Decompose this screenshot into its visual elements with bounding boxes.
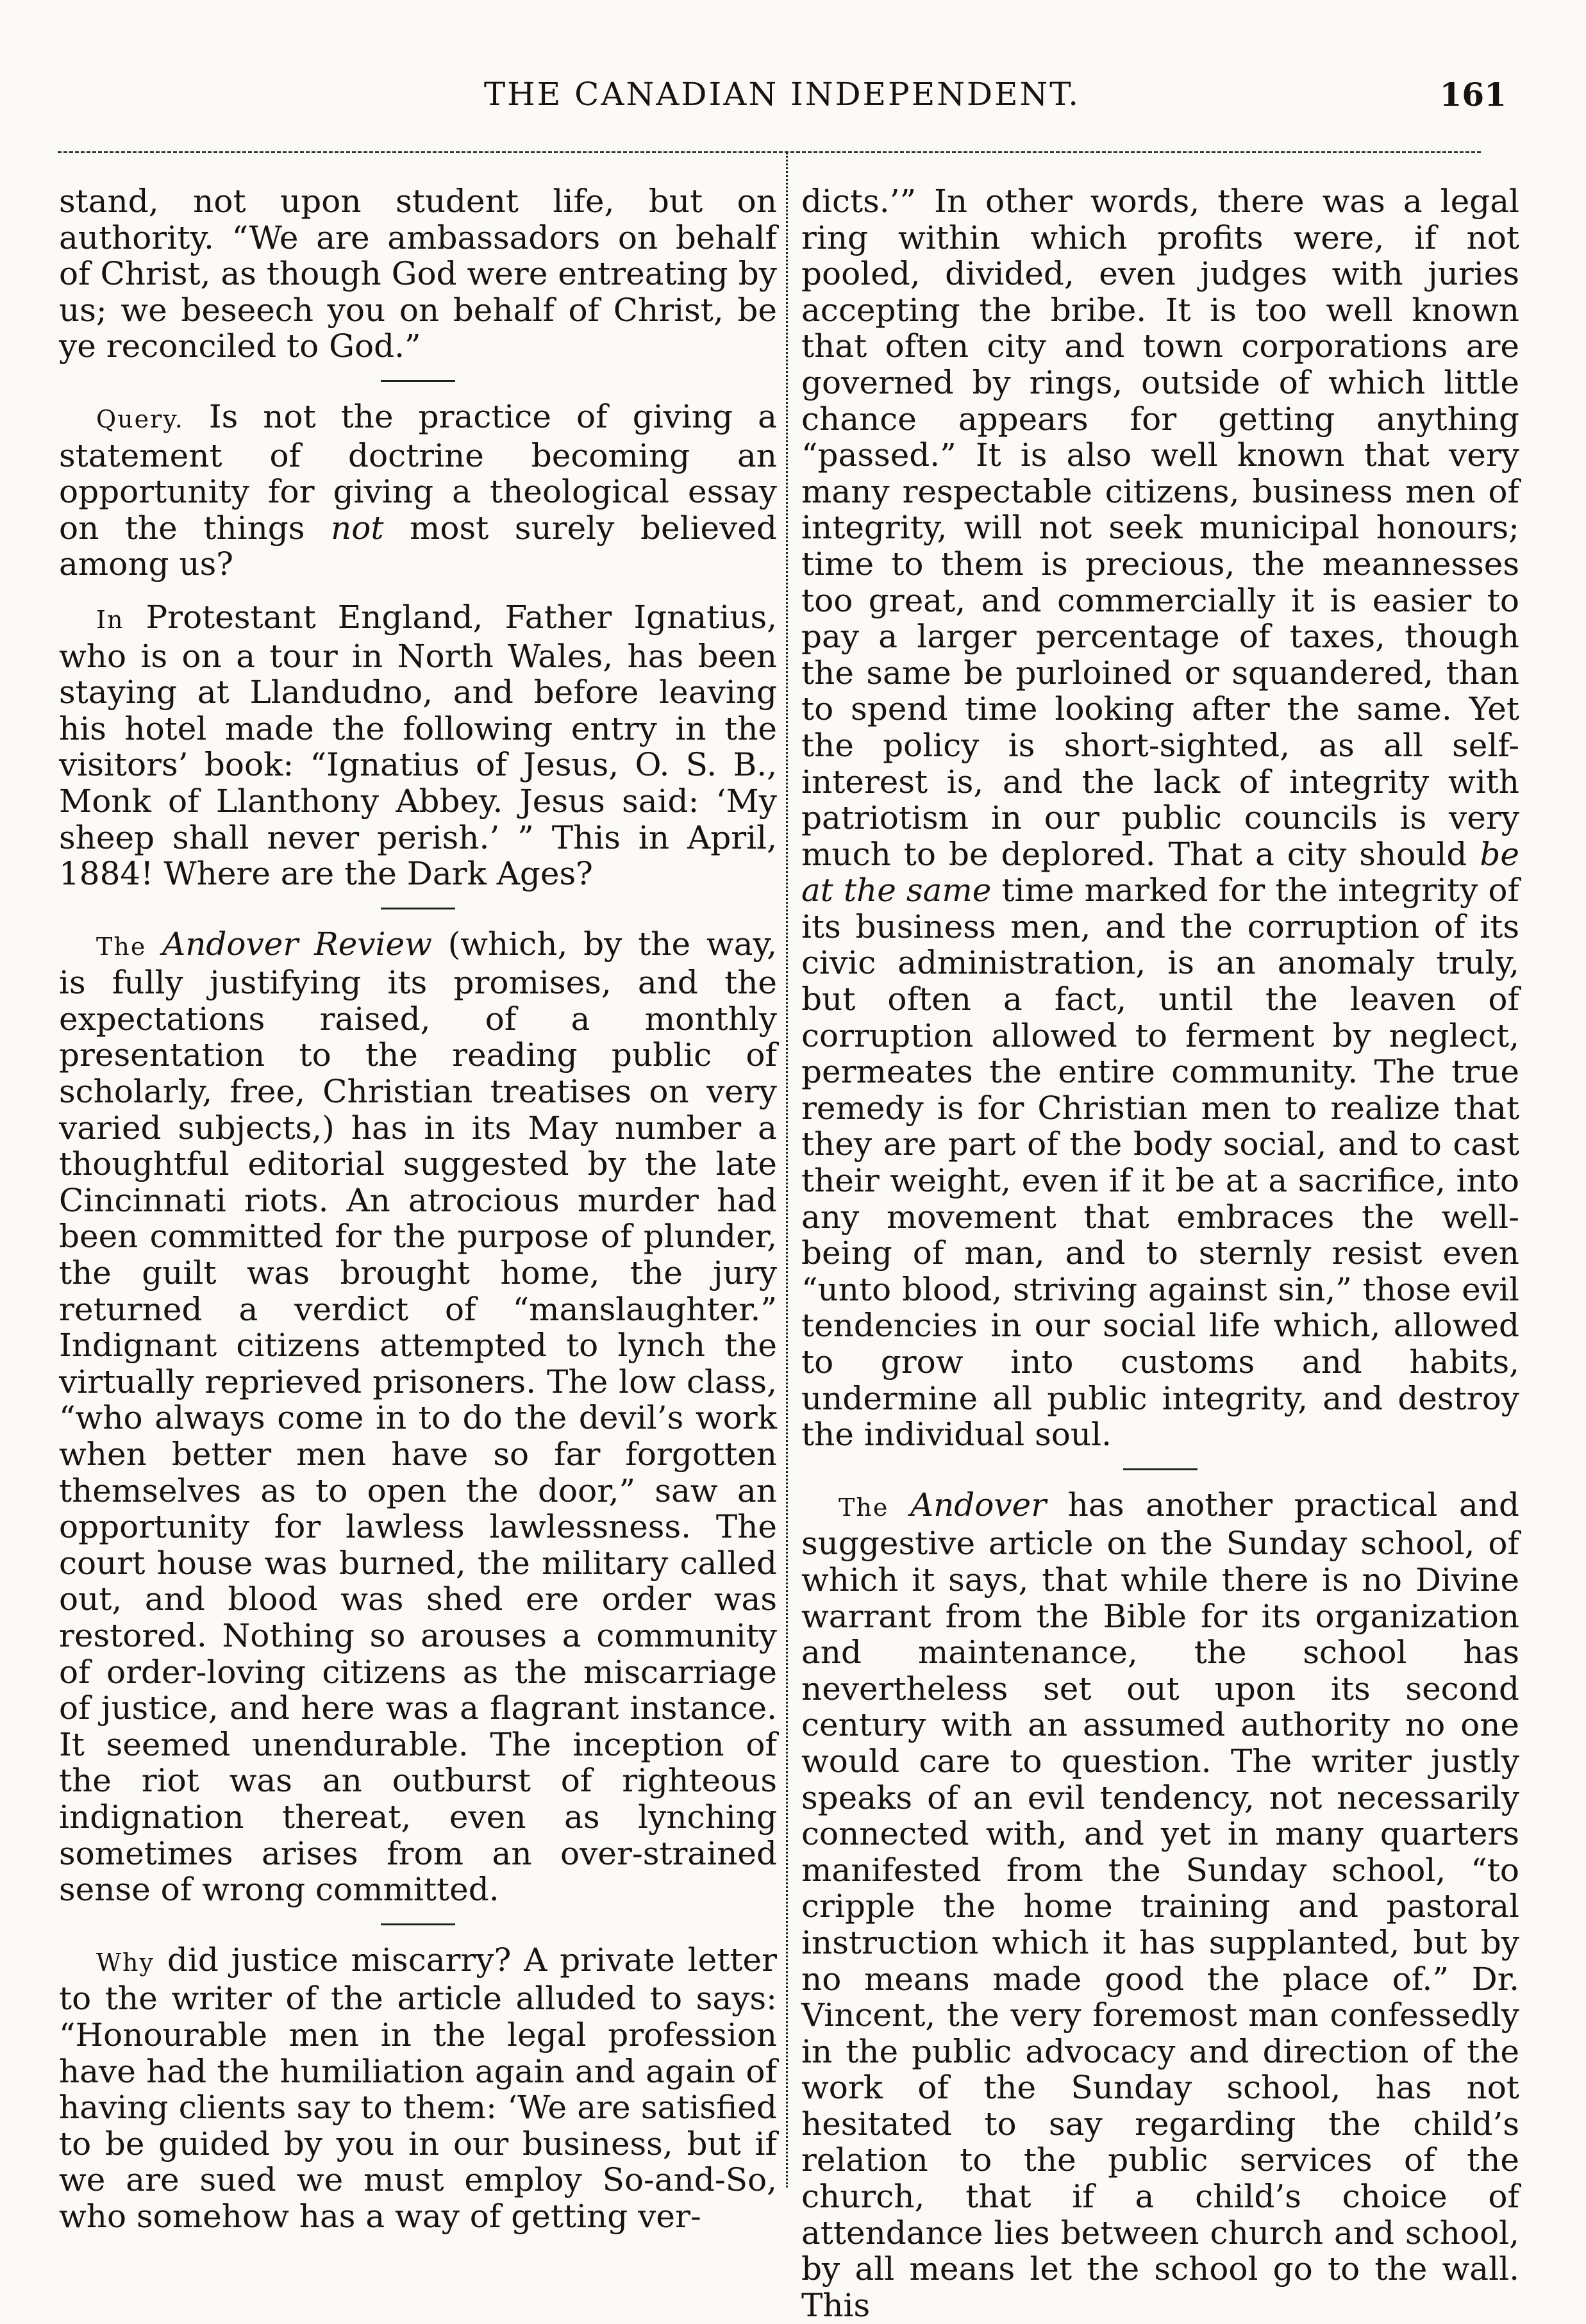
lead-word: Why xyxy=(96,1948,154,1977)
paragraph-justice: Why did justice miscarry? A private letter to the writer of the article alluded to says: “Honourable men in the legal profession have had the humiliation again and again of having clients say to them: ‘We are satisfied to be guided by you in our business, but if we are sued we must employ So-and-So, who somehow has a way of getting ver- xyxy=(59,1941,777,2235)
lead-word: The xyxy=(839,1493,889,1522)
section-separator xyxy=(1123,1468,1198,1470)
paragraph-legal-ring: dicts.’” In other words, there was a legal ring within which profits were, if not pooled, divided, even judges with juries accepting the bribe. It is too well known that often city and town corporations are governed by rings, outside of which little chance appears for getting anything “passed.” It is also well known that very many respectable citizens, business men of integrity, will not seek municipal honours; time to them is precious, the meannesses too great, and commercially it is easier to pay a larger percentage of taxes, though the same be purloined or squandered, than to spend time looking after the same. Yet the policy is short-sighted, as all self-interest is, and the lack of integrity with patriotism in our public councils is very much to be deplored. That a city should be at the same time marked for the integrity of its business men, and the corruption of its civic administration, is an anomaly truly, but often a fact, until the leaven of corruption allowed to ferment by neglect, permeates the entire community. The true remedy is for Christian men to realize that they are part of the body social, and to cast their weight, even if it be at a sacrifice, into any movement that embraces the well-being of man, and to sternly resist even “unto blood, striving against sin,” those evil tendencies in our social life which, allowed to grow into customs and habits, undermine all public integrity, and destroy the individual soul. xyxy=(801,183,1519,1454)
paragraph-ignatius: In Protestant England, Father Ignatius, who is on a tour in North Wales, has been staying at Llandudno, and before leaving his hotel made the following entry in the visitors’ book: “Ignatius of Jesus, O. S. B., Monk of Llanthony Abbey. Jesus said: ‘My sheep shall never perish.’ ” This in April, 1884! Where are the Dark Ages? xyxy=(59,598,777,893)
lead-word: Query. xyxy=(96,404,184,433)
journal-title: THE CANADIAN INDEPENDENT. xyxy=(483,76,1081,113)
section-separator xyxy=(381,1923,455,1925)
paragraph-sunday-school: The Andover has another practical and suggestive article on the Sunday school, of which it says, that while there is no Divine warrant from the Bible for its organization and maintenance, the school has nevertheless set out upon its second century with an assumed authority no one would care to question. The writer justly speaks of an evil tendency, not necessarily connected with, and yet in many quarters manifested from the Sunday school, “to cripple the home training and pastoral instruction which it has supplanted, but by no means made good the place of.” Dr. Vincent, the very foremost man confessedly in the public advocacy and direction of the work of the Sunday school, has not hesitated to say regarding the child’s relation to the public services of the church, that if a child’s choice of attendance lies between church and school, by all means let the school go to the wall. This xyxy=(801,1486,1519,2324)
section-separator xyxy=(381,908,455,909)
lead-word: In xyxy=(96,605,124,634)
page-header xyxy=(58,76,1507,127)
paragraph-andover-review: The Andover Review (which, by the way, is fully justifying its promises, and the expectations raised, of a monthly presentation to the reading public of scholarly, free, Christian treatises on very varied subjects,) has in its May number a thoughtful editorial suggested by the late Cincinnati riots. An atrocious murder had been committed for the purpose of plunder, the guilt was brought home, the jury returned a verdict of “manslaughter.” Indignant citizens attempted to lynch the virtually reprieved prisoners. The low class, “who always come in to do the devil’s work when better men have so far forgotten themselves as to open the door,” saw an opportunity for lawless lawlessness. The court house was burned, the military called out, and blood was shed ere order was restored. Nothing so arouses a community of order-loving citizens as the miscarriage of justice, and here was a flagrant instance. It seemed unendurable. The inception of the riot was an outburst of righteous indignation thereat, even as lynching sometimes arises from an over-strained sense of wrong committed. xyxy=(59,925,778,1909)
paragraph-query: Query. Is not the practice of giving a statement of doctrine becoming an opportunity for giving a theological essay on the things not most surely believed among us? xyxy=(59,397,777,583)
section-separator xyxy=(381,380,455,382)
page-number: 161 xyxy=(1439,76,1507,113)
lead-word: The xyxy=(96,932,147,961)
paragraph-continued: stand, not upon student life, but on authority. “We are ambassadors on behalf of Christ, as though God were entreating by us; we beseech you on behalf of Christ, be ye reconciled to God.” xyxy=(59,183,777,365)
header-rule xyxy=(58,151,1481,153)
column-divider xyxy=(786,153,788,2187)
right-column xyxy=(801,183,1519,2323)
left-column xyxy=(59,183,777,2234)
